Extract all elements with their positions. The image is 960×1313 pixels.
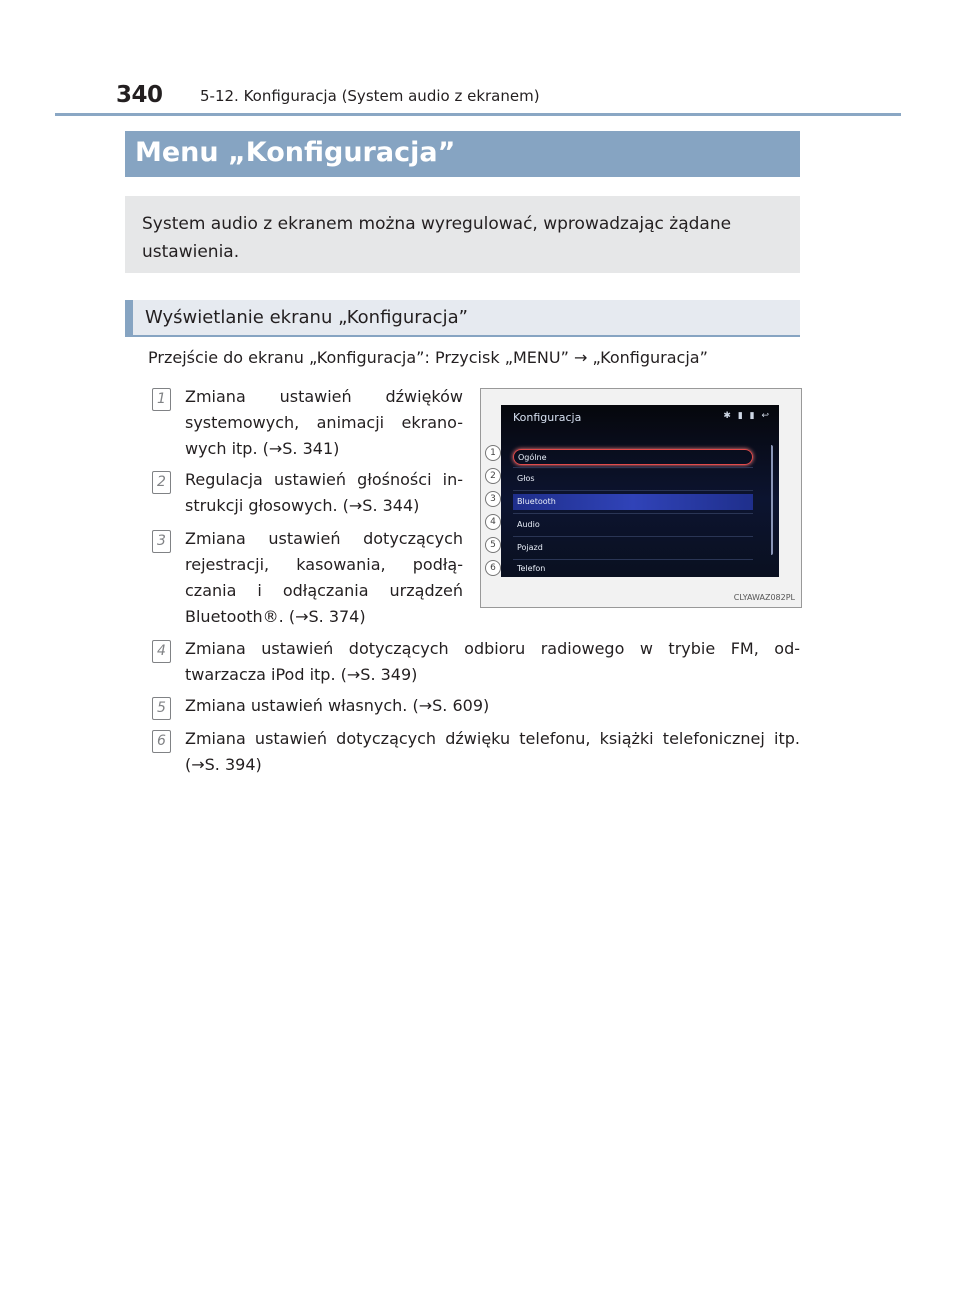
subheading-marker (125, 300, 133, 337)
header-rule (55, 113, 901, 116)
page-number: 340 (116, 82, 163, 108)
menu-divider (513, 536, 753, 537)
konfiguracja-screen (501, 405, 779, 577)
page-header (116, 82, 901, 112)
item-text-5: Zmiana ustawień własnych. (→S. 609) (185, 696, 490, 715)
item-number-5: 5 (152, 697, 171, 720)
callout-3: 3 (485, 491, 501, 507)
item-text-6: Zmiana ustawień dotyczących dźwięku telefonu, książki telefonicznej itp. (→S. 394) (185, 729, 800, 774)
menu-divider (513, 467, 753, 468)
menu-divider (513, 490, 753, 491)
item-text-3: Zmiana ustawień dotyczących rejestracji, kasowania, podłą- czania i odłączania urządzeń Bluetooth®. (→S. 374) (185, 529, 463, 626)
callout-1: 1 (485, 445, 501, 461)
subheading-bar (125, 300, 800, 337)
konfiguracja-screenshot (480, 388, 802, 608)
menu-item-ogolne[interactable]: Ogólne (513, 449, 753, 465)
intro-box (125, 196, 800, 273)
title-bar (125, 131, 800, 177)
menu-item-bluetooth[interactable]: Bluetooth (513, 494, 753, 510)
callout-6: 6 (485, 560, 501, 576)
callout-4: 4 (485, 514, 501, 530)
item-number-1: 1 (152, 388, 171, 411)
screen-title: Konfiguracja (513, 411, 582, 424)
intro-text: System audio z ekranem można wyregulować, wprowadzając żądane ustawienia. (142, 214, 732, 262)
subheading: Wyświetlanie ekranu „Konfiguracja” (145, 307, 468, 328)
item-number-6: 6 (152, 730, 171, 753)
item-text-4: Zmiana ustawień dotyczących odbioru radiowego w trybie FM, od- twarzacza iPod itp. (→S. 349) (185, 639, 800, 684)
status-icons: ✱ ▮ ▮ ↩ (723, 411, 771, 421)
item-number-2: 2 (152, 471, 171, 494)
menu-divider (513, 559, 753, 560)
subheading-underline (125, 335, 800, 337)
callout-2: 2 (485, 468, 501, 484)
scrollbar[interactable] (767, 445, 773, 555)
callout-5: 5 (485, 537, 501, 553)
menu-item-audio[interactable]: Audio (517, 520, 540, 529)
item-text-2: Regulacja ustawień głośności in- strukcji głosowych. (→S. 344) (185, 470, 463, 515)
menu-item-telefon[interactable]: Telefon (517, 564, 546, 573)
section-title: 5-12. Konfiguracja (System audio z ekranem) (200, 87, 540, 105)
menu-divider (513, 513, 753, 514)
item-number-4: 4 (152, 640, 171, 663)
item-number-3: 3 (152, 530, 171, 553)
item-text-1: Zmiana ustawień dźwięków systemowych, animacji ekrano- wych itp. (→S. 341) (185, 387, 463, 458)
page-title: Menu „Konfiguracja” (135, 137, 456, 168)
menu-item-glos[interactable]: Głos (517, 474, 535, 483)
navigation-path: Przejście do ekranu „Konfiguracja”: Przycisk „MENU” → „Konfiguracja” (148, 348, 708, 367)
menu-item-pojazd[interactable]: Pojazd (517, 543, 543, 552)
image-code: CLYAWAZ082PL (733, 593, 795, 602)
